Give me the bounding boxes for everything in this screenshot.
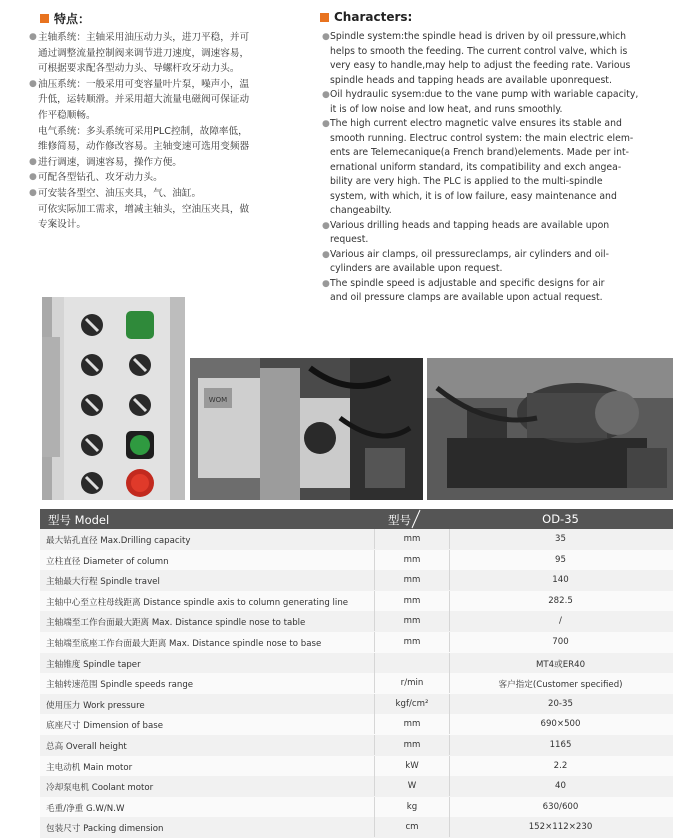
cn-line-text: 专案设计。	[38, 219, 86, 231]
cn-line-text: 作平稳顺畅。	[38, 109, 96, 121]
header-value: OD-35	[542, 512, 579, 526]
spec-value: 客户指定(Customer specified)	[498, 680, 623, 691]
spec-value: 20-35	[548, 698, 573, 709]
bullet-icon: ●	[322, 220, 330, 231]
bullet-icon: ●	[29, 78, 37, 89]
spec-unit: mm	[374, 632, 450, 652]
spec-value: MT4或ER40	[535, 659, 586, 670]
spec-row	[40, 529, 673, 550]
cn-text-line	[38, 124, 300, 140]
cn-text-line	[29, 155, 300, 171]
orange-square-icon	[320, 13, 329, 22]
spec-unit: mm	[374, 529, 450, 549]
spec-row	[40, 611, 673, 632]
header-slash-divider	[406, 509, 426, 529]
spec-value: 35	[555, 534, 566, 544]
cn-text-line	[38, 61, 300, 77]
cn-line-text: 进行调速，调速容易，操作方便。	[38, 156, 182, 168]
cn-line-text: 主轴系统：主轴采用油压动力头，进刀平稳，并可	[38, 32, 250, 43]
en-text-line: spindle heads and tapping heads are available uponrequest.	[330, 74, 612, 86]
cn-section-title: 特点：	[40, 10, 90, 27]
cn-line-text: 电气系统：多头系统可采用PLC控制，故障率低，	[38, 125, 248, 137]
spec-unit: mm	[374, 735, 450, 755]
en-paragraph	[322, 88, 660, 117]
spec-unit: mm	[374, 591, 450, 611]
cn-text-line	[29, 170, 300, 186]
spec-label: 使用压力 Work pressure	[46, 700, 145, 711]
spec-value: /	[559, 616, 562, 627]
cn-features-text	[29, 30, 300, 233]
bullet-icon: ●	[29, 187, 37, 198]
cn-line-text: 油压系统：一般采用可变容量叶片泵，噪声小，温	[38, 78, 250, 90]
spec-unit: W	[374, 776, 450, 796]
cn-text-line	[38, 92, 300, 108]
spec-row	[40, 735, 673, 756]
cn-text-line	[29, 77, 300, 93]
en-text-line: Various drilling heads and tapping heads are available upon	[330, 219, 610, 231]
spec-label: 底座尺寸 Dimension of base	[46, 721, 164, 732]
control-panel-photo	[42, 297, 185, 500]
header-model: 型号 Model	[48, 513, 110, 527]
spec-value: 152×112×230	[528, 822, 593, 833]
bullet-icon: ●	[322, 32, 330, 42]
spec-value: 630/600	[542, 801, 579, 812]
spec-label: 立柱直径 Diameter of column	[46, 556, 169, 567]
en-paragraph	[322, 30, 660, 88]
en-text-line: Spindle system:the spindle head is driven by oil pressure,which	[330, 31, 627, 42]
bullet-icon: ●	[29, 156, 37, 167]
spec-unit: mm	[374, 611, 450, 631]
spec-row	[40, 756, 673, 777]
spec-label: 主轴端至工作台面最大距离 Max. Distance spindle nose to table	[46, 618, 306, 629]
en-text-line: Various air clamps, oil pressureclamps, air cylinders and oil-	[330, 248, 609, 260]
en-text-line: and oil pressure clamps are available upon actual request.	[330, 292, 603, 303]
spec-row	[40, 570, 673, 591]
bullet-icon: ●	[29, 32, 37, 42]
cn-line-text: 通过调整流量控制阀来调节进刀速度，调速容易，	[38, 47, 250, 59]
spec-unit: mm	[374, 550, 450, 570]
spec-row	[40, 797, 673, 818]
spec-value: 95	[555, 554, 566, 565]
spec-row	[40, 714, 673, 735]
spec-value: 690×500	[540, 719, 581, 730]
spec-row	[40, 817, 673, 838]
en-features-text	[322, 30, 660, 306]
cn-text-line	[38, 139, 300, 155]
spec-label: 主轴转速范围 Spindle speeds range	[46, 680, 194, 691]
header-unit: 型号	[388, 513, 411, 527]
cn-text-line	[38, 46, 300, 62]
spec-unit: mm	[374, 570, 450, 590]
spec-row	[40, 550, 673, 571]
en-text-line: bility are very high. The PLC is applied to the multi-spindle	[330, 176, 603, 187]
spec-value: 1165	[549, 739, 572, 750]
spec-unit: mm	[374, 714, 450, 734]
spec-label: 总高 Overall height	[46, 741, 127, 752]
cn-line-text: 可安装各型空、油压夹具，气、油缸。	[38, 187, 202, 199]
bullet-icon: ●	[322, 90, 330, 100]
en-text-line: it is of low noise and low heat, and runs smoothly.	[330, 103, 563, 115]
electric-cabinet-photo	[190, 358, 423, 500]
spec-unit: r/min	[374, 673, 450, 693]
spec-label: 主电动机 Main motor	[46, 762, 133, 773]
en-text-line: Oil hydraulic sysem:due to the vane pump with wariable capacity,	[330, 89, 639, 100]
bullet-icon: ●	[322, 249, 330, 260]
spec-label: 主轴端至底座工作台面最大距离 Max. Distance spindle nose to base	[46, 638, 322, 649]
hydraulic-unit-photo	[427, 358, 673, 500]
en-text-line: helps to smooth the feeding. The current control valve, which is	[330, 45, 628, 57]
spec-unit: kg	[374, 797, 450, 817]
spec-unit: kW	[374, 756, 450, 776]
spec-label: 主轴锥度 Spindle taper	[46, 659, 141, 670]
spec-table-body	[40, 529, 673, 838]
en-text-line: request.	[330, 234, 369, 245]
en-text-line: The high current electro magnetic valve ensures its stable and	[330, 118, 622, 129]
bullet-icon: ●	[29, 172, 37, 183]
en-text-line: The spindle speed is adjustable and specific designs for air	[330, 277, 605, 289]
spec-label: 最大钻孔直径 Max.Drilling capacity	[46, 536, 191, 546]
cn-text-line	[38, 108, 300, 124]
cn-line-text: 可配各型钻孔、攻牙动力头。	[38, 172, 163, 184]
spec-unit: kgf/cm²	[374, 694, 450, 714]
spec-value: 700	[552, 636, 569, 647]
en-text-line: changeabilty.	[330, 205, 392, 216]
spec-row	[40, 653, 673, 674]
en-text-line: smooth running. Electruc control system: the main electric elem-	[330, 132, 634, 144]
bullet-icon: ●	[322, 278, 330, 289]
bullet-icon: ●	[322, 119, 330, 129]
spec-label: 冷却泵电机 Coolant motor	[46, 783, 154, 794]
spec-row	[40, 673, 673, 694]
en-paragraph	[322, 277, 660, 306]
en-text-line: very easy to handle,may help to adjust the feeding rate. Various	[330, 60, 631, 71]
cn-text-line	[29, 30, 300, 46]
spec-unit: cm	[374, 817, 450, 837]
spec-row	[40, 632, 673, 653]
en-text-line: system, with which, it is of low failure, easy maintenance and	[330, 190, 617, 202]
cn-text-line	[38, 202, 300, 218]
spec-value: 282.5	[548, 595, 573, 606]
en-paragraph	[322, 248, 660, 277]
cn-text-line	[38, 217, 300, 233]
spec-row	[40, 591, 673, 612]
spec-row	[40, 776, 673, 797]
spec-table-header	[40, 509, 673, 529]
spec-unit	[374, 653, 450, 673]
en-paragraph	[322, 219, 660, 248]
en-text-line: ernational uniform standard, its compatibility and exch angea-	[330, 161, 622, 173]
en-paragraph	[322, 117, 660, 219]
cn-line-text: 可依实际加工需求，增减主轴头，空油压夹具，做	[38, 203, 250, 215]
spec-label: 主轴中心至立柱母线距离 Distance spindle axis to column generating line	[46, 597, 349, 608]
spec-value: 2.2	[553, 760, 568, 771]
en-section-title: Characters:	[320, 10, 412, 24]
cn-text-line	[29, 186, 300, 202]
spec-value: 140	[552, 575, 569, 586]
spec-row	[40, 694, 673, 715]
en-text-line: cylinders are available upon request.	[330, 263, 503, 274]
nameplate-text: WOM	[208, 396, 228, 404]
cn-line-text: 可根据要求配各型动力头、导螺杆攻牙动力头。	[38, 63, 240, 75]
cn-line-text: 升低，运转顺滑。并采用超大流量电磁阀可保证动	[38, 94, 250, 106]
spec-label: 包装尺寸 Packing dimension	[46, 824, 164, 835]
en-text-line: ents are Telemecanique(a French brand)elements. Made per int-	[330, 147, 629, 158]
spec-label: 毛重/净重 G.W/N.W	[46, 803, 125, 814]
orange-square-icon	[40, 14, 49, 23]
cn-line-text: 维修简易，动作修改容易。主轴变速可选用变频器	[38, 141, 250, 153]
spec-value: 40	[555, 781, 566, 792]
spec-label: 主轴最大行程 Spindle travel	[46, 577, 160, 588]
